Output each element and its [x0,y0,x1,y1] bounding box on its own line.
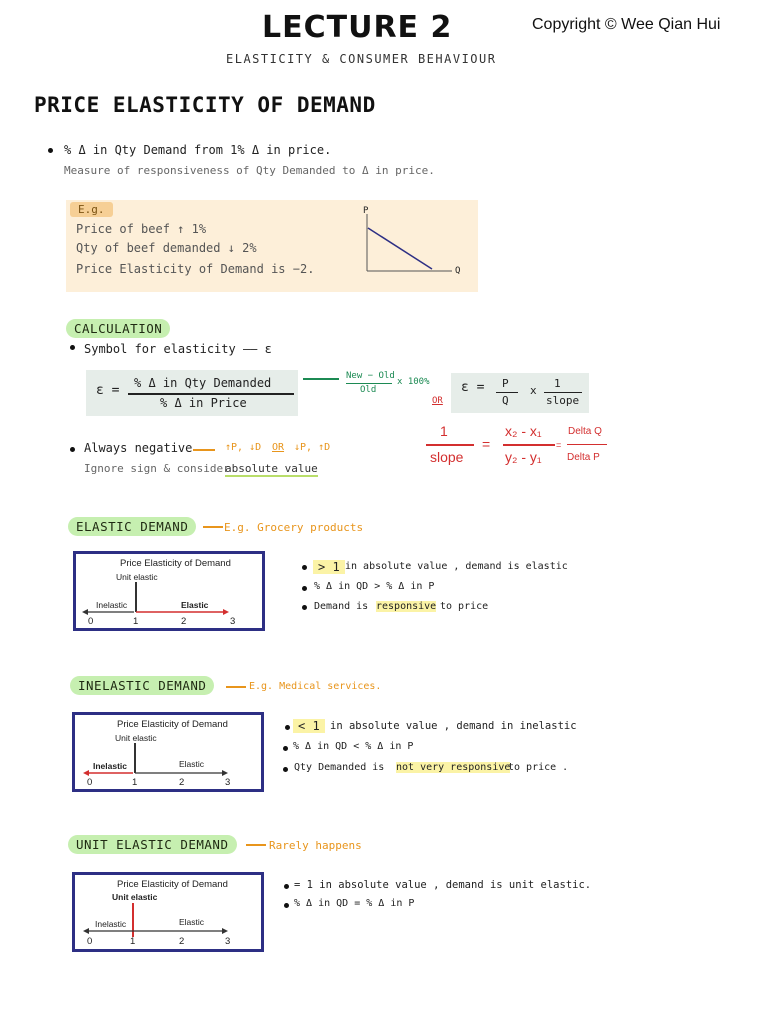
bullet-dot [283,767,288,772]
alt-formula-slope: slope [546,394,580,407]
times-100: x 100% [397,377,430,387]
bullet-dot [70,345,75,350]
slope-denominator: y₂ - y₁ [505,449,542,465]
elastic-example: E.g. Grocery products [224,521,364,534]
chart-inelastic-label: Inelastic [95,919,127,929]
chart-unit-elastic-label: Unit elastic [116,572,158,582]
chart-inelastic-label: Inelastic [93,761,128,771]
or-label: OR [432,396,443,406]
unit-elastic-chart [72,872,264,952]
alt-formula-q: Q [502,394,509,407]
always-negative-dash [193,449,215,451]
delta-p: Delta P [567,452,600,463]
bullet-dot [302,605,307,610]
example-line-1: Price of beef ↑ 1% [76,222,207,236]
tick-3: 3 [225,777,231,788]
formula-fraction-bar [128,393,294,395]
chart-unit-elastic-label: Unit elastic [112,892,158,902]
chart-title: Price Elasticity of Demand [117,879,228,890]
new-old-bar [346,383,392,384]
tick-3: 3 [225,936,231,947]
elastic-demand-label: ELASTIC DEMAND [68,517,196,536]
bullet-dot [285,725,290,730]
ped-definition-note: Measure of responsiveness of Qty Demanded to Δ in price. [64,164,435,177]
bullet-dot [70,447,75,452]
inelastic-b1-highlight: < 1 [293,719,325,733]
elastic-b3-pre: Demand is [314,601,369,612]
copyright: Copyright © Wee Qian Hui [532,16,721,33]
formula-numerator: % Δ in Qty Demanded [134,376,272,390]
elastic-dash [203,526,223,528]
chart-inelastic-label: Inelastic [96,600,128,610]
inelastic-example: E.g. Medical services. [249,681,382,692]
symbol-line: Symbol for elasticity —— ε [84,342,272,356]
chart-title: Price Elasticity of Demand [117,719,228,730]
alt-formula-one: 1 [554,377,561,390]
unit-example: Rarely happens [269,839,362,852]
example-graph-q-label: Q [455,266,461,276]
inelastic-b3-post: to price . [508,762,569,773]
slope-equals-2: = [556,440,562,450]
tick-1: 1 [133,616,139,627]
ped-definition: % Δ in Qty Demand from 1% Δ in price. [64,143,332,157]
slope-equals: = [482,436,491,452]
new-old-numerator: New − Old [346,371,395,381]
example-line-2: Qty of beef demanded ↓ 2% [76,241,257,255]
chart-unit-elastic-label: Unit elastic [115,733,157,743]
formula-denominator: % Δ in Price [160,396,247,410]
unit-elastic-demand-label: UNIT ELASTIC DEMAND [68,835,237,854]
inelastic-demand-label: INELASTIC DEMAND [70,676,214,695]
example-line-3: Price Elasticity of Demand is −2. [76,262,315,276]
tick-0: 0 [88,616,94,627]
inelastic-b3-pre: Qty Demanded is [294,762,385,773]
tick-1: 1 [130,936,136,947]
elastic-b1-highlight: > 1 [313,560,345,574]
inelastic-axis-svg [75,715,261,789]
delta-q: Delta Q [568,426,602,437]
tick-1: 1 [132,777,138,788]
section-heading-ped: PRICE ELASTICITY OF DEMAND [34,93,376,117]
inelastic-b2: % Δ in QD < % Δ in P [293,741,414,752]
tick-2: 2 [181,616,187,627]
lecture-title: LECTURE 2 [262,10,453,45]
elastic-b3-post: to price [440,601,489,612]
inelastic-b1-rest: in absolute value , demand in inelastic [330,720,577,732]
tick-2: 2 [179,777,185,788]
elastic-b2: % Δ in QD > % Δ in P [314,581,435,592]
slope-label: slope [430,449,464,465]
unit-dash [246,844,266,846]
bullet-dot [48,148,53,153]
inelastic-chart [72,712,264,792]
example-graph-p-label: P [363,206,369,216]
tick-0: 0 [87,777,93,788]
tick-3: 3 [230,616,236,627]
slope-one: 1 [440,423,448,439]
bullet-dot [283,746,288,751]
absolute-value: absolute value [225,462,318,475]
alt-formula-bar-1 [496,392,518,393]
neg-case-b: ↓P, ↑D [294,442,331,453]
slope-bar [426,444,474,446]
always-negative: Always negative [84,441,193,455]
tick-0: 0 [87,936,93,947]
formula-lhs: ε = [96,383,120,398]
inelastic-b3-highlight: not very responsive [396,762,511,773]
example-tag: E.g. [70,202,113,217]
bullet-dot [302,565,307,570]
bullet-dot [302,586,307,591]
chart-title: Price Elasticity of Demand [120,558,231,569]
delta-bar [567,444,607,445]
bullet-dot [284,903,289,908]
tick-2: 2 [179,936,185,947]
bullet-dot [284,884,289,889]
unit-axis-svg [75,875,261,949]
alt-formula-p: P [502,377,509,390]
calculation-label: CALCULATION [66,319,170,338]
chart-elastic-label: Elastic [179,759,205,769]
unit-b1: = 1 in absolute value , demand is unit elastic. [294,879,592,891]
neg-or: OR [272,442,285,453]
alt-formula-bar-2 [544,392,582,393]
ignore-sign: Ignore sign & consider [84,462,230,475]
neg-case-a: ↑P, ↓D [225,442,262,453]
elastic-b3-highlight: responsive [376,601,437,612]
slope-numerator: x₂ - x₁ [505,423,542,439]
lecture-subtitle: ELASTICITY & CONSUMER BEHAVIOUR [226,52,497,66]
new-old-denominator: Old [360,385,377,395]
example-demand-graph [360,206,470,286]
unit-b2: % Δ in QD = % Δ in P [294,898,415,909]
formula-connector-line [303,378,339,380]
chart-elastic-label: Elastic [181,600,209,610]
alt-formula-lhs: ε = [461,380,485,395]
slope-bar-2 [503,444,555,446]
elastic-chart [73,551,265,631]
chart-elastic-label: Elastic [179,917,205,927]
elastic-b1-rest: in absolute value , demand is elastic [345,561,568,572]
inelastic-dash [226,686,246,688]
alt-formula-times: x [530,384,537,397]
